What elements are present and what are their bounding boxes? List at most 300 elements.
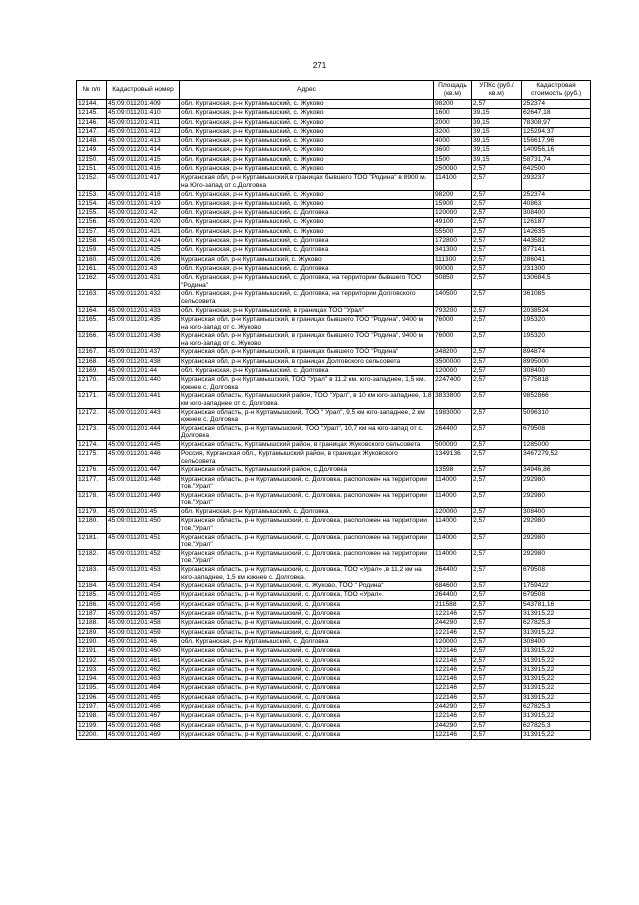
- cost-cell: 627825,3: [522, 721, 591, 730]
- upks-cell: 39,15: [472, 137, 522, 146]
- table-row: [77, 424, 591, 440]
- cost-cell: 125294,37: [522, 127, 591, 136]
- row-number-cell: 12184.: [77, 582, 107, 591]
- cadastral-number-cell: 45:09:011201:437: [107, 348, 180, 357]
- cadastral-number-cell: 45:09:011201:415: [107, 155, 180, 164]
- cost-cell: 679508: [522, 424, 591, 440]
- upks-cell: 2,57: [472, 290, 522, 306]
- cost-cell: 3467279,52: [522, 450, 591, 466]
- area-cell: 15900: [434, 199, 472, 208]
- address-cell: обл. Курганская, р-н Куртамышский, с. Долговка: [180, 264, 434, 273]
- table-row: [77, 628, 591, 637]
- table-row: [77, 712, 591, 721]
- upks-cell: 2,57: [472, 450, 522, 466]
- row-number-cell: 12174.: [77, 440, 107, 449]
- upks-cell: 2,57: [472, 199, 522, 208]
- address-cell: Курганская область, р-н Куртамышский, с. Долговка: [180, 610, 434, 619]
- table-row: [77, 165, 591, 174]
- upks-cell: 2,57: [472, 610, 522, 619]
- cadastral-number-cell: 45:09:011201:467: [107, 712, 180, 721]
- area-cell: 244290: [434, 702, 472, 711]
- address-cell: Курганская область, Куртамышский район, в границах Жуковского сельсовета: [180, 440, 434, 449]
- table-row: [77, 199, 591, 208]
- address-cell: Курганская область, Куртамышский район, с.Долговка: [180, 466, 434, 475]
- table-row: [77, 549, 591, 565]
- cadastral-number-cell: 45:09:011201:43: [107, 264, 180, 273]
- cost-cell: 9852866: [522, 392, 591, 408]
- address-cell: Курганская область, р-н Куртамышский, с. Долговка: [180, 693, 434, 702]
- table-header-row: [77, 81, 591, 100]
- area-cell: 1600: [434, 109, 472, 118]
- address-cell: Курганская область, р-н Куртамышский, с. Долговка: [180, 675, 434, 684]
- table-row: [77, 730, 591, 739]
- cadastral-number-cell: 45:09:011201:46: [107, 637, 180, 646]
- address-cell: Курганская область, р-н Куртамышский, с. Долговка: [180, 600, 434, 609]
- table-row: [77, 610, 591, 619]
- upks-cell: 2,57: [472, 675, 522, 684]
- address-cell: обл. Курганская, р-н Куртамышский, с. Жуково: [180, 190, 434, 199]
- table-row: [77, 533, 591, 549]
- table-row: [77, 376, 591, 392]
- address-cell: обл. Курганская, р-н Куртамышский, с. Долговка: [180, 209, 434, 218]
- upks-cell: 2,57: [472, 647, 522, 656]
- table-row: [77, 109, 591, 118]
- address-cell: Курганская область, р-н Куртамышский, с. Долговка, ТОО «Урал» ,в 11,2 км на юго-западнее, 1,5 км южнее с. Долговка.: [180, 565, 434, 581]
- table-row: [77, 684, 591, 693]
- upks-cell: 2,57: [472, 100, 522, 109]
- row-number-cell: 12173.: [77, 424, 107, 440]
- table-row: [77, 146, 591, 155]
- row-number-cell: 12195.: [77, 684, 107, 693]
- address-cell: обл. Курганская, р-н Куртамышский, с. Долговка: [180, 508, 434, 517]
- row-number-cell: 12159.: [77, 246, 107, 255]
- cost-cell: 642500: [522, 165, 591, 174]
- address-cell: обл. Курганская, р-н Куртамышский, с. Жуково: [180, 227, 434, 236]
- table-row: [77, 619, 591, 628]
- address-cell: Курганская обл, р-н Куртамышский, в границах Долговского сельсовета: [180, 357, 434, 366]
- cost-cell: 313915,22: [522, 656, 591, 665]
- area-cell: 122146: [434, 712, 472, 721]
- row-number-cell: 12149.: [77, 146, 107, 155]
- cost-cell: 308400: [522, 637, 591, 646]
- address-cell: Курганская обл, р-н Куртамышский, с. Жуково: [180, 255, 434, 264]
- row-number-cell: 12151.: [77, 165, 107, 174]
- row-number-cell: 12191.: [77, 647, 107, 656]
- row-number-cell: 12190.: [77, 637, 107, 646]
- table-row: [77, 315, 591, 331]
- table-row: [77, 137, 591, 146]
- area-cell: 122146: [434, 665, 472, 674]
- address-cell: обл. Курганская, р-н Куртамышский, с. Долговка, на территории бывшего ТОО "Родина": [180, 274, 434, 290]
- upks-cell: 2,57: [472, 591, 522, 600]
- area-cell: 3600: [434, 146, 472, 155]
- address-cell: Курганская область, р-н Куртамышский, с. Долговка: [180, 665, 434, 674]
- row-number-cell: 12197.: [77, 702, 107, 711]
- table-row: [77, 665, 591, 674]
- upks-cell: 2,57: [472, 174, 522, 190]
- area-cell: 120000: [434, 209, 472, 218]
- upks-cell: 2,57: [472, 712, 522, 721]
- table-row: [77, 721, 591, 730]
- upks-cell: 2,57: [472, 165, 522, 174]
- upks-cell: 2,57: [472, 721, 522, 730]
- row-number-cell: 12162.: [77, 274, 107, 290]
- upks-cell: 2,57: [472, 315, 522, 331]
- row-number-cell: 12152.: [77, 174, 107, 190]
- upks-cell: 2,57: [472, 533, 522, 549]
- table-row: [77, 332, 591, 348]
- cost-cell: 140956,16: [522, 146, 591, 155]
- area-cell: 500000: [434, 440, 472, 449]
- area-cell: 122146: [434, 730, 472, 739]
- row-number-cell: 12200.: [77, 730, 107, 739]
- upks-cell: 2,57: [472, 408, 522, 424]
- area-cell: 114000: [434, 517, 472, 533]
- row-number-cell: 12199.: [77, 721, 107, 730]
- cost-cell: 2038524: [522, 306, 591, 315]
- cost-cell: 877141: [522, 246, 591, 255]
- area-cell: 114000: [434, 549, 472, 565]
- area-cell: 211588: [434, 600, 472, 609]
- area-cell: 120000: [434, 366, 472, 375]
- cadastral-number-cell: 45:09:011201:465: [107, 693, 180, 702]
- cost-cell: 8995000: [522, 357, 591, 366]
- address-cell: обл. Курганская, р-н Куртамышский, с. Долговка: [180, 246, 434, 255]
- cost-cell: 627825,3: [522, 619, 591, 628]
- upks-cell: 2,57: [472, 665, 522, 674]
- cost-cell: 313915,22: [522, 628, 591, 637]
- area-cell: 122146: [434, 693, 472, 702]
- table-row: [77, 366, 591, 375]
- table-row: [77, 264, 591, 273]
- upks-cell: 2,57: [472, 440, 522, 449]
- area-cell: 172800: [434, 237, 472, 246]
- cost-cell: 252374: [522, 100, 591, 109]
- area-cell: 13598: [434, 466, 472, 475]
- cadastral-number-cell: 45:09:011201:458: [107, 619, 180, 628]
- table-row: [77, 190, 591, 199]
- cadastral-number-cell: 45:09:011201:431: [107, 274, 180, 290]
- row-number-cell: 12165.: [77, 315, 107, 331]
- cadastral-number-cell: 45:09:011201:451: [107, 533, 180, 549]
- table-row: [77, 656, 591, 665]
- cadastral-number-cell: 45:09:011201:464: [107, 684, 180, 693]
- address-cell: Курганская область, р-н Куртамышский, с. Долговка, расположен на территории тов."Урал": [180, 491, 434, 507]
- cost-cell: 231300: [522, 264, 591, 273]
- table-row: [77, 647, 591, 656]
- table-row: [77, 517, 591, 533]
- row-number-cell: 12189.: [77, 628, 107, 637]
- upks-cell: 2,57: [472, 209, 522, 218]
- cadastral-number-cell: 45:09:011201:412: [107, 127, 180, 136]
- cost-cell: 292980: [522, 491, 591, 507]
- area-cell: 55500: [434, 227, 472, 236]
- table-row: [77, 155, 591, 164]
- cadastral-number-cell: 45:09:011201:441: [107, 392, 180, 408]
- address-cell: обл. Курганская, р-н Куртамышский, с. Долговка: [180, 637, 434, 646]
- row-number-cell: 12170.: [77, 376, 107, 392]
- address-cell: обл. Курганская, р-н Куртамышский, с. Жуково: [180, 127, 434, 136]
- cost-cell: 195320: [522, 315, 591, 331]
- table-row: [77, 127, 591, 136]
- cost-cell: 894874: [522, 348, 591, 357]
- row-number-cell: 12182.: [77, 549, 107, 565]
- row-number-cell: 12177.: [77, 475, 107, 491]
- cost-cell: 292980: [522, 549, 591, 565]
- cost-cell: 130684,5: [522, 274, 591, 290]
- cost-cell: 1285000: [522, 440, 591, 449]
- cadastral-number-cell: 45:09:011201:432: [107, 290, 180, 306]
- upks-cell: 2,57: [472, 348, 522, 357]
- table-row: [77, 637, 591, 646]
- row-number-cell: 12148.: [77, 137, 107, 146]
- cadastral-number-cell: 45:09:011201:447: [107, 466, 180, 475]
- area-cell: 140500: [434, 290, 472, 306]
- cadastral-number-cell: 45:09:011201:443: [107, 408, 180, 424]
- area-cell: 111300: [434, 255, 472, 264]
- row-number-cell: 12175.: [77, 450, 107, 466]
- row-number-cell: 12166.: [77, 332, 107, 348]
- upks-cell: 39,15: [472, 127, 522, 136]
- area-cell: 76000: [434, 332, 472, 348]
- cost-cell: 313915,22: [522, 684, 591, 693]
- upks-cell: 2,57: [472, 730, 522, 739]
- cost-cell: 543781,16: [522, 600, 591, 609]
- address-cell: обл. Курганская, р-н Куртамышский, с. Жуково: [180, 146, 434, 155]
- area-cell: 4000: [434, 137, 472, 146]
- upks-cell: 2,57: [472, 637, 522, 646]
- cost-cell: 443582: [522, 237, 591, 246]
- row-number-cell: 12158.: [77, 237, 107, 246]
- address-cell: Курганская область, р-н Куртамышский, с. Долговка, ТОО «Урал».: [180, 591, 434, 600]
- row-number-cell: 12181.: [77, 533, 107, 549]
- area-cell: 114000: [434, 491, 472, 507]
- cadastral-number-cell: 45:09:011201:453: [107, 565, 180, 581]
- address-cell: обл. Курганская, р-н Куртамышский, с. Жуково: [180, 199, 434, 208]
- row-number-cell: 12185.: [77, 591, 107, 600]
- table-row: [77, 702, 591, 711]
- cadastral-number-cell: 45:09:011201:413: [107, 137, 180, 146]
- area-cell: 264400: [434, 591, 472, 600]
- row-number-cell: 12161.: [77, 264, 107, 273]
- cadastral-number-cell: 45:09:011201:448: [107, 475, 180, 491]
- cadastral-number-cell: 45:09:011201:433: [107, 306, 180, 315]
- cadastral-number-cell: 45:09:011201:457: [107, 610, 180, 619]
- cost-cell: 292980: [522, 517, 591, 533]
- row-number-cell: 12145.: [77, 109, 107, 118]
- area-cell: 98200: [434, 100, 472, 109]
- table-body: [77, 100, 591, 740]
- cadastral-number-cell: 45:09:011201:420: [107, 218, 180, 227]
- address-cell: обл. Курганская, р-н Куртамышский, с. Жуково: [180, 100, 434, 109]
- cadastral-number-cell: 45:09:011201:417: [107, 174, 180, 190]
- row-number-cell: 12155.: [77, 209, 107, 218]
- cost-cell: 40863: [522, 199, 591, 208]
- address-cell: Курганская обл, р-н Куртамышский,в границах бывшего ТОО "Родина" в 8900 м. на Юго-запад от с.Долговка: [180, 174, 434, 190]
- header-upks: УПКс (руб./кв.м): [472, 81, 522, 100]
- address-cell: Курганская область, р-н Куртамышский, с. Долговка: [180, 721, 434, 730]
- cost-cell: 252374: [522, 190, 591, 199]
- address-cell: Курганская область, р-н Куртамышский, с. Долговка: [180, 712, 434, 721]
- cadastral-number-cell: 45:09:011201:454: [107, 582, 180, 591]
- area-cell: 114000: [434, 475, 472, 491]
- upks-cell: 2,57: [472, 246, 522, 255]
- cadastral-number-cell: 45:09:011201:44: [107, 366, 180, 375]
- cost-cell: 5775818: [522, 376, 591, 392]
- table-row: [77, 466, 591, 475]
- upks-cell: 2,57: [472, 565, 522, 581]
- table-row: [77, 306, 591, 315]
- row-number-cell: 12179.: [77, 508, 107, 517]
- address-cell: Курганская обл, р-н Куртамышский, ТОО "Урал" в 11.2 км. юго-западнее, 1,5 км. южнее с. Долговка: [180, 376, 434, 392]
- area-cell: 120000: [434, 637, 472, 646]
- table-row: [77, 491, 591, 507]
- upks-cell: 2,57: [472, 306, 522, 315]
- header-num: № п/п: [77, 81, 107, 100]
- cadastral-number-cell: 45:09:011201:452: [107, 549, 180, 565]
- row-number-cell: 12171.: [77, 392, 107, 408]
- upks-cell: 2,57: [472, 508, 522, 517]
- address-cell: обл. Курганская, р-н Куртамышский, с. Жуково: [180, 165, 434, 174]
- cost-cell: 195320: [522, 332, 591, 348]
- table-row: [77, 237, 591, 246]
- cadastral-number-cell: 45:09:011201:468: [107, 721, 180, 730]
- upks-cell: 2,57: [472, 332, 522, 348]
- cost-cell: 58731,74: [522, 155, 591, 164]
- cost-cell: 5096310: [522, 408, 591, 424]
- cadastral-number-cell: 45:09:011201:466: [107, 702, 180, 711]
- cadastral-number-cell: 45:09:011201:462: [107, 665, 180, 674]
- table-row: [77, 475, 591, 491]
- upks-cell: 2,57: [472, 600, 522, 609]
- cost-cell: 292980: [522, 475, 591, 491]
- cost-cell: 308400: [522, 508, 591, 517]
- upks-cell: 2,57: [472, 255, 522, 264]
- header-area: Площадь (кв.м): [434, 81, 472, 100]
- area-cell: 244290: [434, 721, 472, 730]
- row-number-cell: 12196.: [77, 693, 107, 702]
- cadastral-number-cell: 45:09:011201:461: [107, 656, 180, 665]
- area-cell: 122146: [434, 610, 472, 619]
- area-cell: 114000: [434, 533, 472, 549]
- area-cell: 122146: [434, 656, 472, 665]
- row-number-cell: 12146.: [77, 118, 107, 127]
- row-number-cell: 12169.: [77, 366, 107, 375]
- table-row: [77, 100, 591, 109]
- cost-cell: 313915,22: [522, 712, 591, 721]
- address-cell: обл. Курганская, р-н Куртамышский, с. Жуково: [180, 137, 434, 146]
- cost-cell: 313915,22: [522, 665, 591, 674]
- row-number-cell: 12154.: [77, 199, 107, 208]
- address-cell: Курганская область, р-н Куртамышский, с. Долговка, расположен на территории тов."Урал": [180, 517, 434, 533]
- cadastral-table: [76, 80, 591, 740]
- table-row: [77, 246, 591, 255]
- header-address: Адрес: [180, 81, 434, 100]
- area-cell: 1349136: [434, 450, 472, 466]
- table-row: [77, 440, 591, 449]
- cadastral-number-cell: 45:09:011201:411: [107, 118, 180, 127]
- address-cell: обл. Курганская, р-н Куртамышский, с. Жуково: [180, 218, 434, 227]
- cadastral-number-cell: 45:09:011201:450: [107, 517, 180, 533]
- upks-cell: 2,57: [472, 517, 522, 533]
- cadastral-number-cell: 45:09:011201:445: [107, 440, 180, 449]
- cadastral-number-cell: 45:09:011201:436: [107, 332, 180, 348]
- address-cell: обл. Курганская, р-н Куртамышский, с. Жуково: [180, 109, 434, 118]
- address-cell: Россия, Курганская обл., Куртамышский район, в границах Жуковского сельсовета: [180, 450, 434, 466]
- area-cell: 2247400: [434, 376, 472, 392]
- row-number-cell: 12163.: [77, 290, 107, 306]
- cadastral-number-cell: 45:09:011201:440: [107, 376, 180, 392]
- address-cell: обл. Курганская, р-н Куртамышский, с. Долговка: [180, 237, 434, 246]
- address-cell: Курганская область, р-н Куртамышский, с. Долговка: [180, 647, 434, 656]
- address-cell: Курганская обл, р-н Куртамышский, в границах бывшего ТОО "Родина", 9400 м на юго-запад от с. Жуково: [180, 332, 434, 348]
- upks-cell: 2,57: [472, 357, 522, 366]
- upks-cell: 39,15: [472, 118, 522, 127]
- address-cell: обл. Курганская, р-н Куртамышский, с. Жуково: [180, 155, 434, 164]
- table-row: [77, 357, 591, 366]
- cost-cell: 313915,22: [522, 647, 591, 656]
- address-cell: Курганская область, р-н Куртамышский, с. Жуково, ТОО " Родина": [180, 582, 434, 591]
- cost-cell: 286041: [522, 255, 591, 264]
- cost-cell: 34946,86: [522, 466, 591, 475]
- row-number-cell: 12150.: [77, 155, 107, 164]
- upks-cell: 2,57: [472, 237, 522, 246]
- upks-cell: 2,57: [472, 491, 522, 507]
- row-number-cell: 12144.: [77, 100, 107, 109]
- cadastral-number-cell: 45:09:011201:421: [107, 227, 180, 236]
- area-cell: 348200: [434, 348, 472, 357]
- upks-cell: 2,57: [472, 619, 522, 628]
- table-row: [77, 209, 591, 218]
- area-cell: 122146: [434, 628, 472, 637]
- area-cell: 114100: [434, 174, 472, 190]
- upks-cell: 2,57: [472, 190, 522, 199]
- upks-cell: 2,57: [472, 392, 522, 408]
- cadastral-number-cell: 45:09:011201:426: [107, 255, 180, 264]
- upks-cell: 2,57: [472, 628, 522, 637]
- cadastral-number-cell: 45:09:011201:459: [107, 628, 180, 637]
- cost-cell: 627825,3: [522, 702, 591, 711]
- cadastral-number-cell: 45:09:011201:449: [107, 491, 180, 507]
- cost-cell: 313915,22: [522, 693, 591, 702]
- address-cell: Курганская область, Куртамышский район, ТОО "Урал", в 10 км юго-западнее, 1,8 км юго-западнее от с. Долговка.: [181, 392, 432, 407]
- address-cell: Курганская обл, р-н Куртамышский, в границах бывшего ТОО "Родина", 9400 м на юго-запад от с. Жуково: [180, 315, 434, 331]
- cost-cell: 126187: [522, 218, 591, 227]
- area-cell: 3500000: [434, 357, 472, 366]
- cost-cell: 313915,22: [522, 610, 591, 619]
- row-number-cell: 12167.: [77, 348, 107, 357]
- cadastral-number-cell: 45:09:011201:444: [107, 424, 180, 440]
- upks-cell: 39,15: [472, 109, 522, 118]
- area-cell: 793200: [434, 306, 472, 315]
- cadastral-number-cell: 45:09:011201:45: [107, 508, 180, 517]
- address-cell: обл. Курганская, р-н Куртамышский, с. Долговка, на территории Долговского сельсовета: [180, 290, 434, 306]
- address-cell: Курганская область, р-н Куртамышский, с. Долговка: [180, 702, 434, 711]
- upks-cell: 2,57: [472, 582, 522, 591]
- address-cell: Курганская область, р-н Куртамышский, с. Долговка, расположен на территории тов."Урал": [180, 475, 434, 491]
- cadastral-number-cell: 45:09:011201:414: [107, 146, 180, 155]
- cadastral-number-cell: 45:09:011201:409: [107, 100, 180, 109]
- header-cadastral-number: Кадастровый номер: [107, 81, 180, 100]
- upks-cell: 2,57: [472, 264, 522, 273]
- cadastral-number-cell: 45:09:011201:435: [107, 315, 180, 331]
- table-row: [77, 600, 591, 609]
- cost-cell: 313915,22: [522, 675, 591, 684]
- area-cell: 684600: [434, 582, 472, 591]
- upks-cell: 2,57: [472, 274, 522, 290]
- upks-cell: 2,57: [472, 218, 522, 227]
- area-cell: 90000: [434, 264, 472, 273]
